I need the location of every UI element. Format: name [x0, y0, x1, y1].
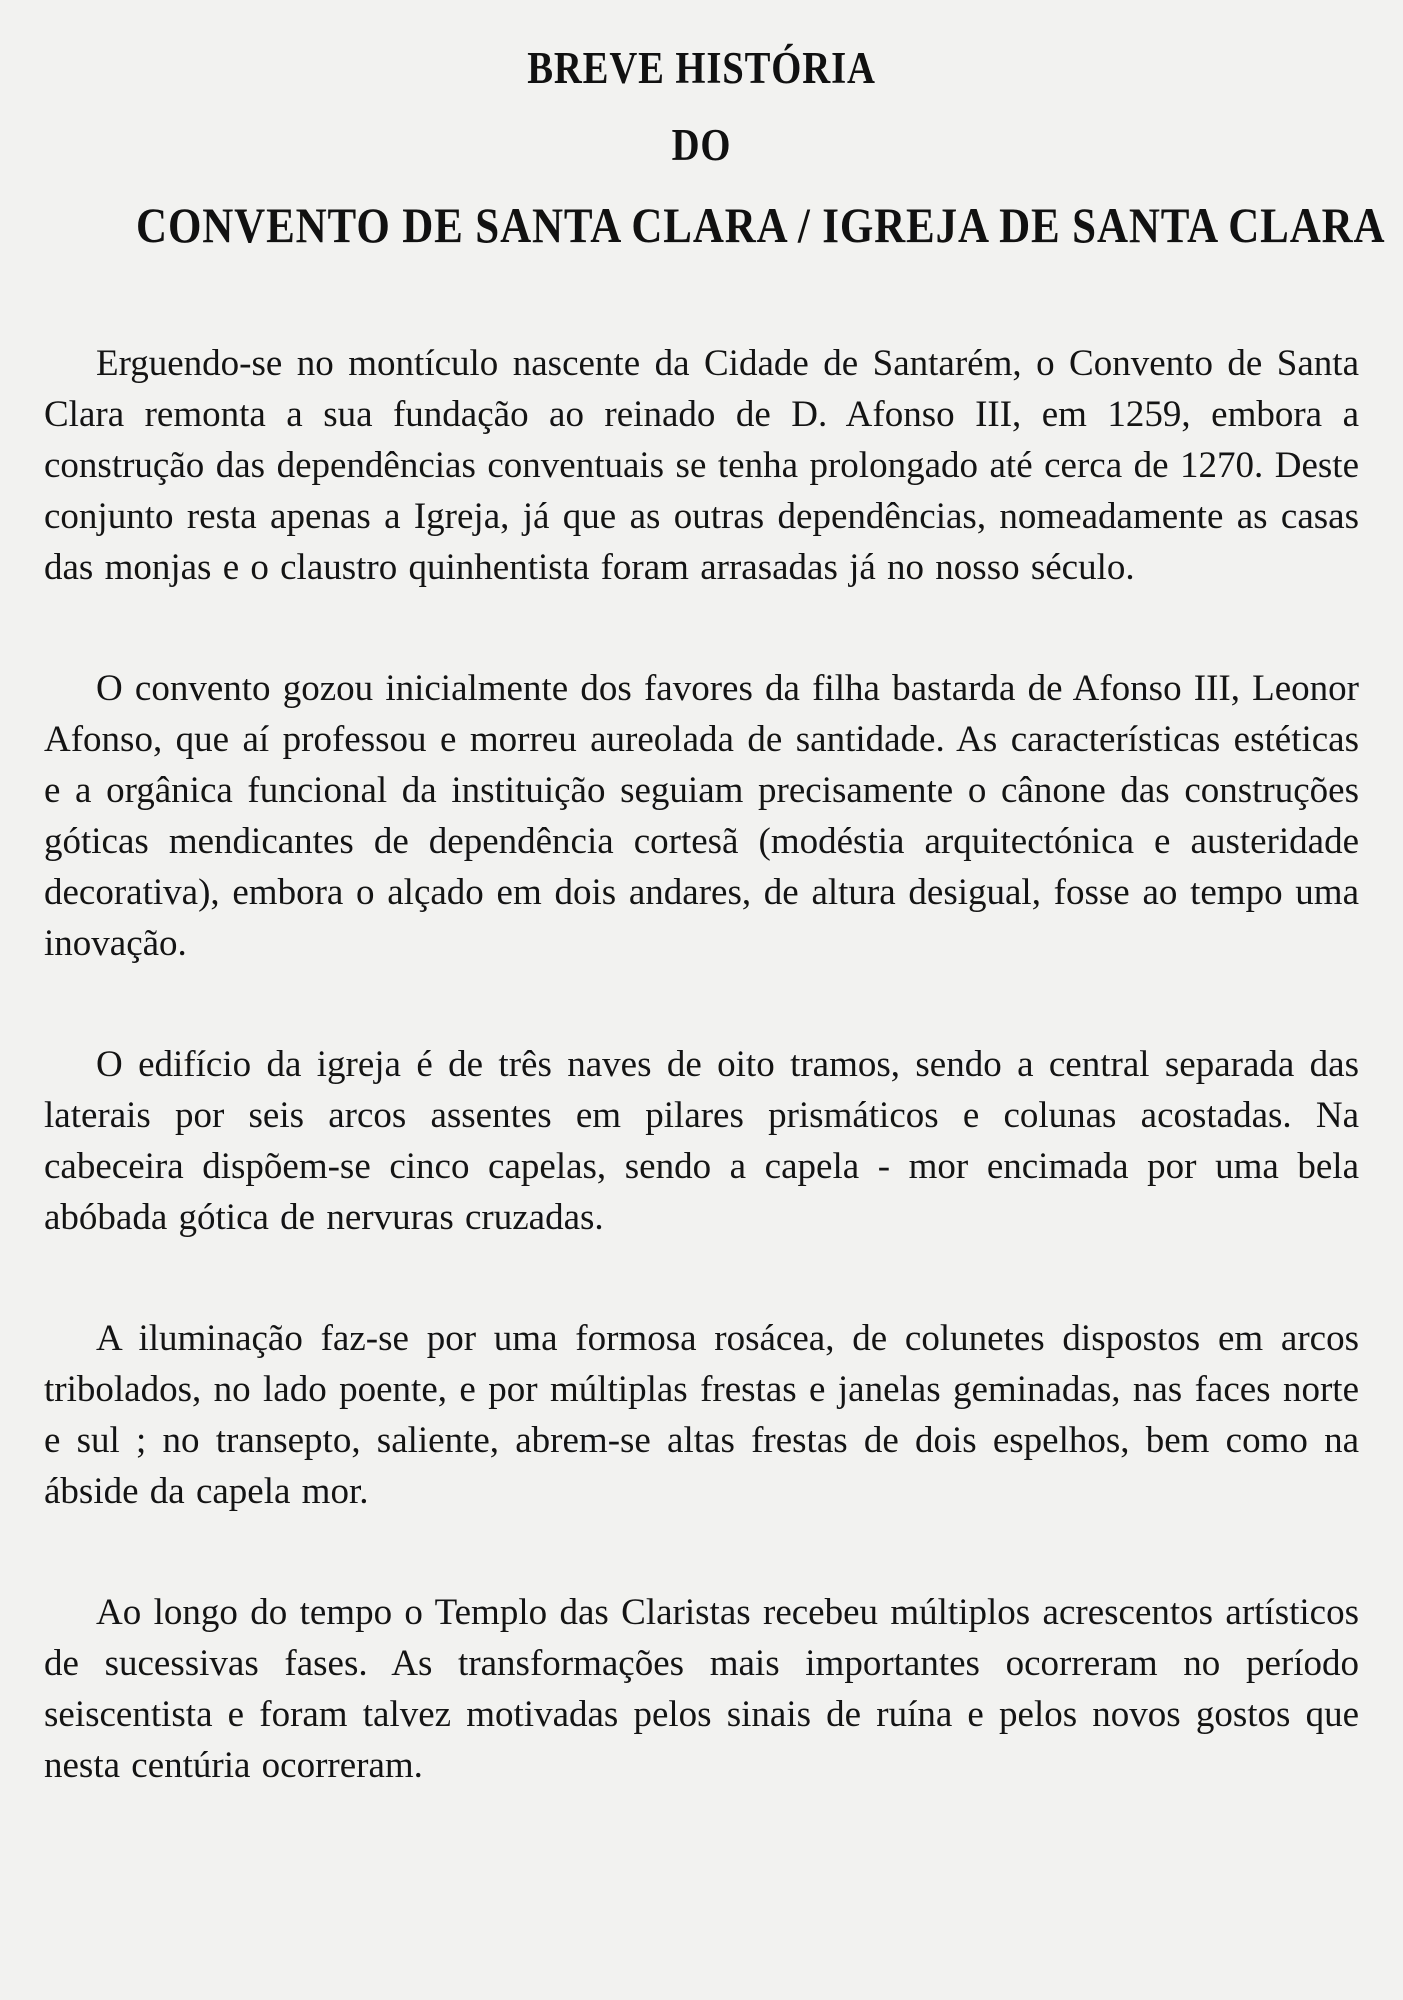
paragraph-5: Ao longo do tempo o Templo das Claristas recebeu múltiplos acrescentos artísticos de sucessivas fases. As transformações mais importantes ocorreram no período seiscentista e foram talvez motivadas pelos sinais de ruína e pelos novos gostos que nesta centúria ocorreram.	[44, 1592, 1359, 1786]
paragraph-3: O edifício da igreja é de três naves de oito tramos, sendo a central separada das laterais por seis arcos assentes em pilares prismáticos e colunas acostadas. Na cabeceira dispõem-se cinco capelas, sendo a capela - mor encimada por uma bela abóbada gótica de nervuras cruzadas.	[44, 1044, 1359, 1238]
document-title	[136, 43, 1386, 253]
document-body	[44, 338, 1359, 1791]
paragraph-2: O convento gozou inicialmente dos favores da filha bastarda de Afonso III, Leonor Afonso, que aí professou e morreu aureolada de santidade. As características estéticas e a orgânica funcional da instituição seguiam precisamente o cânone das construções góticas mendicantes de dependência cortesã (modéstia arquitectónica e austeridade decorativa), embora o alçado em dois andares, de altura desigual, fosse ao tempo uma inovação.	[44, 668, 1359, 964]
title-line-2: DO	[671, 120, 732, 170]
title-line-1: BREVE HISTÓRIA	[527, 43, 876, 93]
title-line-3: CONVENTO DE SANTA CLARA / IGREJA DE SANTA CLARA	[136, 197, 1386, 253]
paragraph-4: A iluminação faz-se por uma formosa rosácea, de colunetes dispostos em arcos tribolados, no lado poente, e por múltiplas frestas e janelas geminadas, nas faces norte e sul ; no transepto, saliente, abrem-se altas frestas de dois espelhos, bem como na ábside da capela mor.	[44, 1318, 1359, 1512]
paragraph-1: Erguendo-se no montículo nascente da Cidade de Santarém, o Convento de Santa Clara remonta a sua fundação ao reinado de D. Afonso III, em 1259, embora a construção das dependências conventuais se tenha prolongado até cerca de 1270. Deste conjunto resta apenas a Igreja, já que as outras dependências, nomeadamente as casas das monjas e o claustro quinhentista foram arrasadas já no nosso século.	[44, 343, 1359, 588]
